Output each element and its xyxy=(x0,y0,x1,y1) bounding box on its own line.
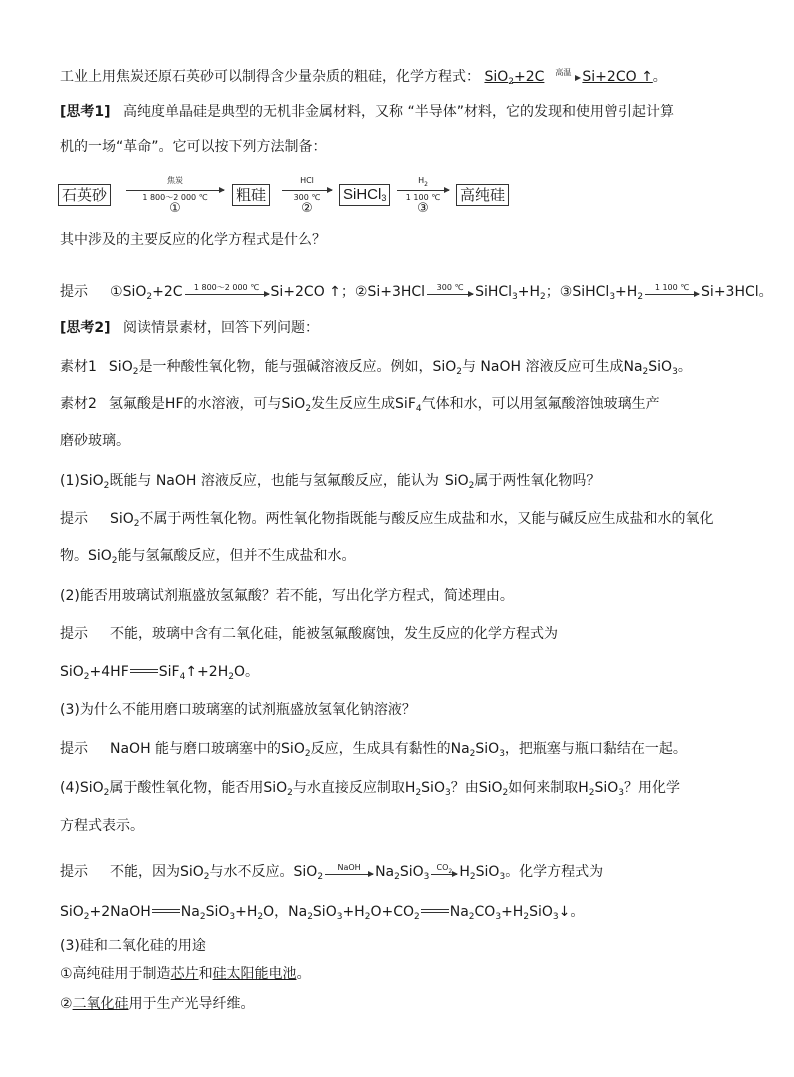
hint4-equations: SiO$_2$+2NaOH $Na_2SiO_3+H_2O$，$Na_2SiO_3+H_2O+CO_2$ $Na_2CO_3+H_2SiO_3↓$。 xyxy=(60,904,585,922)
hint1: 提示 SiO$_2$不属于两性氧化物。两性氧化物指既能与酸反应生成盐和水，又能与碱反应生成盐和水的氧化 xyxy=(60,511,714,529)
think1-line2: 机的一场“革命”。它可以按下列方法制备： xyxy=(60,139,327,155)
flow-arrow-2: HCl 300 ℃ ② xyxy=(282,176,332,215)
question2: (2)能否用玻璃试剂瓶盛放氢氟酸？若不能，写出化学方程式，简述理由。 xyxy=(60,588,514,604)
question4: (4)SiO$_2$属于酸性氧化物，能否用SiO$_2$与水直接反应制取$H_2SiO_3$？由SiO$_2$如何来制取$H_2SiO_3$？用化学 xyxy=(60,780,681,798)
reaction-arrow: NaOH xyxy=(325,872,373,873)
reaction-arrow: $CO_2$ xyxy=(431,872,457,873)
material1: 素材1 SiO$_2$是一种酸性氧化物，能与强碱溶液反应。例如，SiO$_2$与 NaOH 溶液反应可生成$Na_2SiO_3$。 xyxy=(60,359,692,377)
hint3: 提示 NaOH 能与磨口玻璃塞中的SiO$_2$反应，生成具有黏性的$Na_2SiO_3$，把瓶塞与瓶口黏结在一起。 xyxy=(60,741,687,759)
equals-sign xyxy=(130,669,158,675)
hint2-equation: SiO$_2$+4HF $SiF_4↑+2H_2O$。 xyxy=(60,664,259,682)
question4-line2: 方程式表示。 xyxy=(60,818,144,834)
reaction-arrow: 1 800～2 000 ℃ xyxy=(185,292,269,293)
equals-sign xyxy=(152,909,180,915)
reaction-arrow: 1 100 ℃ xyxy=(645,292,699,293)
reaction-arrow: 300 ℃ xyxy=(427,292,473,293)
think1-label: [思考1] xyxy=(60,104,111,120)
hint-label: 提示 xyxy=(60,284,88,300)
material2-line2: 磨砂玻璃。 xyxy=(60,433,130,449)
think1-hint: 提示 ①SiO$_2$+2C 1 800～2 000 ℃ Si+2CO ↑；②Si+3HCl 300 ℃ $SiHCl_3+H_2$；$③SiHCl_3+H_2$ 1 100 ℃ Si+3HCl。 xyxy=(60,282,773,302)
flow-box-sihcl3: SiHCl$_3$ xyxy=(339,184,390,206)
intro-text: 工业上用焦炭还原石英砂可以制得含少量杂质的粗硅，化学方程式： xyxy=(60,69,480,85)
uses-title: (3)硅和二氧化硅的用途 xyxy=(60,938,206,954)
intro-line: 工业上用焦炭还原石英砂可以制得含少量杂质的粗硅，化学方程式： SiO$_2$+2C 高温 Si+2CO ↑。 xyxy=(60,68,667,87)
think2-label: [思考2] xyxy=(60,320,111,336)
uses-item1: ①高纯硅用于制造芯片和硅太阳能电池。 xyxy=(60,966,311,982)
intro-equation: SiO$_2$+2C 高温 Si+2CO ↑ xyxy=(484,68,653,87)
question1: (1)SiO$_2$既能与 NaOH 溶液反应，也能与氢氟酸反应，能认为 SiO$_2$属于两性氧化物吗？ xyxy=(60,473,601,491)
flow-box-quartz-sand: 石英砂 xyxy=(58,184,111,206)
flow-box-crude-silicon: 粗硅 xyxy=(232,184,270,206)
hint1-line2: 物。SiO$_2$能与氢氟酸反应，但并不生成盐和水。 xyxy=(60,548,356,566)
hint4: 提示 不能，因为SiO$_2$与水不反应。SiO$_2$ NaOH $Na_2SiO_3$ $CO_2$ $H_2SiO_3$。化学方程式为 xyxy=(60,862,604,882)
flow-arrow-3: $H_2$ 1 100 ℃ ③ xyxy=(397,176,449,215)
uses-item2: ②二氧化硅用于生产光导纤维。 xyxy=(60,996,255,1012)
think2-heading: [思考2] 阅读情景素材，回答下列问题： xyxy=(60,320,319,336)
equals-sign xyxy=(421,909,449,915)
hint2: 提示 不能，玻璃中含有二氧化硅，能被氢氟酸腐蚀，发生反应的化学方程式为 xyxy=(60,626,558,642)
think1-question: 其中涉及的主要反应的化学方程式是什么？ xyxy=(60,232,326,248)
flow-arrow-1: 焦炭 1 800～2 000 ℃ ① xyxy=(126,176,224,215)
question3: (3)为什么不能用磨口玻璃塞的试剂瓶盛放氢氧化钠溶液？ xyxy=(60,702,416,718)
material2: 素材2 氢氟酸是HF的水溶液，可与SiO$_2$发生反应生成SiF$_4$气体和水，可以用氢氟酸溶蚀玻璃生产 xyxy=(60,396,660,414)
think1-line1: [思考1] 高纯度单晶硅是典型的无机非金属材料，又称 “半导体”材料，它的发现和使用曾引起计算 xyxy=(60,104,674,120)
flow-box-pure-silicon: 高纯硅 xyxy=(456,184,509,206)
